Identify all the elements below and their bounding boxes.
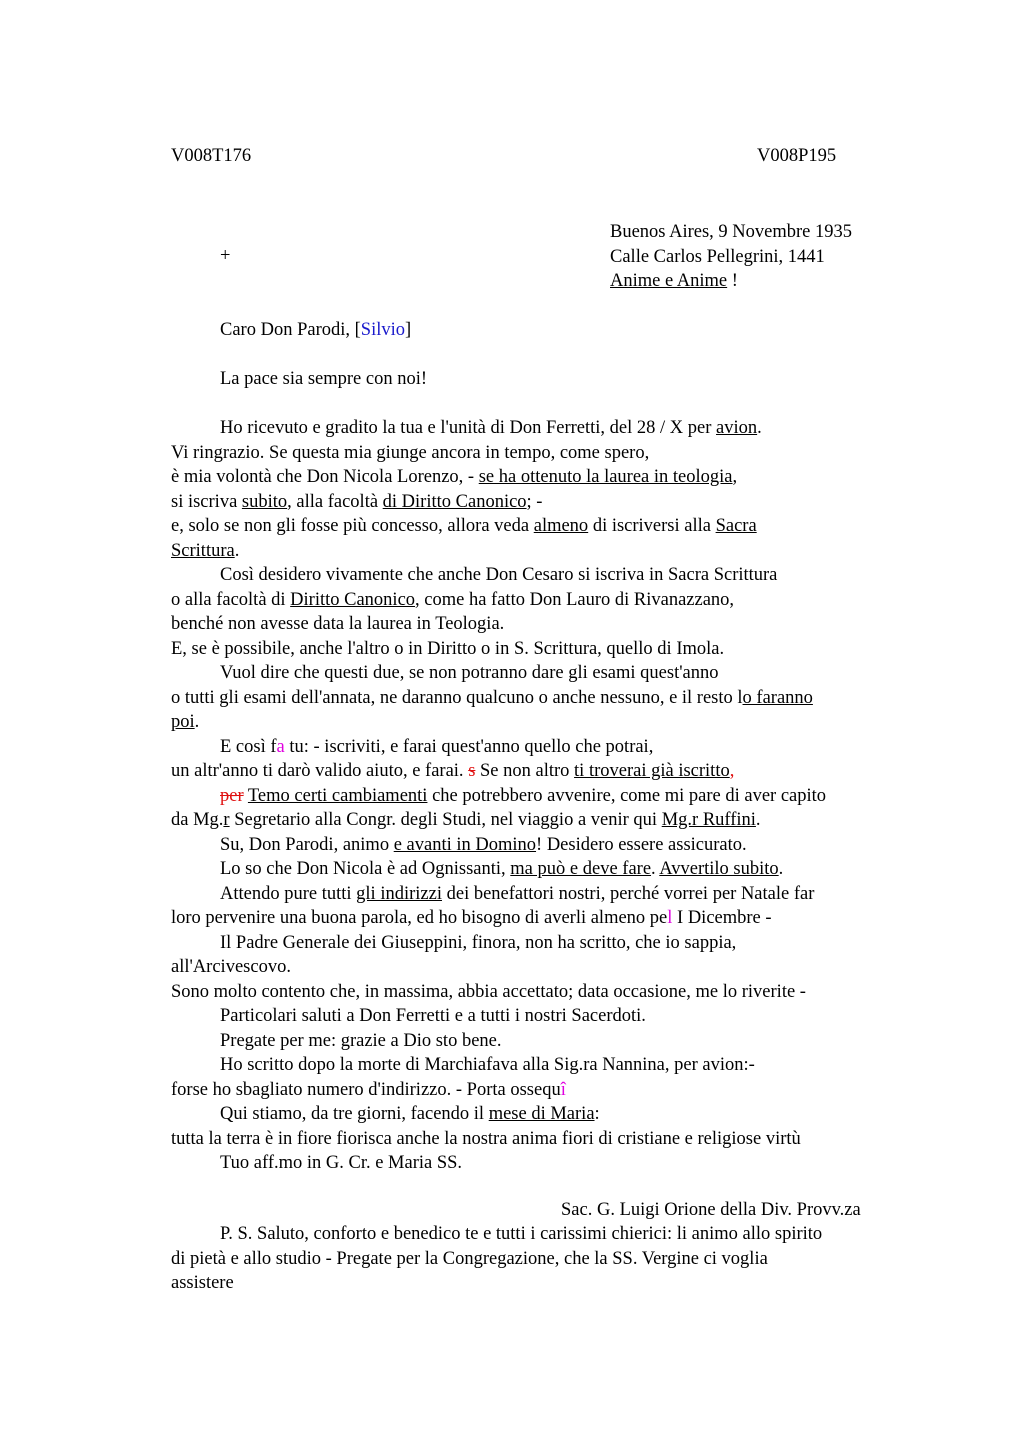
body-line: Ho ricevuto e gradito la tua e l'unità di Don Ferretti, del 28 / X per avion. <box>220 418 762 438</box>
body-line: o tutti gli esami dell'annata, ne daranno qualcuno o anche nessuno, e il resto lo faranno <box>171 687 813 708</box>
postscript <box>171 1222 931 1296</box>
deleted-text: per <box>220 785 244 806</box>
place-date-block <box>610 220 852 294</box>
body-line: Qui stiamo, da tre giorni, facendo il mese di Maria: <box>220 1104 600 1124</box>
body-line: è mia volontà che Don Nicola Lorenzo, - se ha ottenuto la laurea in teologia, <box>171 467 738 487</box>
body-line: per Temo certi cambiamenti che potrebbero avvenire, come mi pare di aver capito <box>220 785 827 806</box>
body-line: forse ho sbagliato numero d'indirizzo. - Porta ossequî <box>171 1079 566 1100</box>
body-line: all'Arcivescovo. <box>171 957 291 977</box>
signature: Sac. G. Luigi Orione della Div. Provv.za <box>561 1200 861 1220</box>
motto-text: Anime e Anime <box>610 271 728 291</box>
body-line: un altr'anno ti darò valido aiuto, e farai. s Se non altro ti troverai già iscritto, <box>171 761 735 781</box>
letter-body <box>171 416 931 1176</box>
body-line: Particolari saluti a Don Ferretti e a tutti i nostri Sacerdoti. <box>220 1006 646 1026</box>
motto-punct: ! <box>727 271 738 291</box>
closing-line: Tuo aff.mo in G. Cr. e Maria SS. <box>220 1153 463 1173</box>
body-line: E, se è possibile, anche l'altro o in Diritto o in S. Scrittura, quello di Imola. <box>171 638 725 659</box>
address-line: Calle Carlos Pellegrini, 1441 <box>610 246 825 267</box>
salutation <box>220 318 411 343</box>
body-line: Il Padre Generale dei Giuseppini, finora, non ha scritto, che io sappia, <box>220 932 737 953</box>
document-code-right: V008P195 <box>757 146 837 166</box>
body-line: Su, Don Parodi, animo e avanti in Domino! Desidero essere assicurato. <box>220 834 747 855</box>
postscript-line: P. S. Saluto, conforto e benedico te e tutti i carissimi chierici: li animo allo spirito <box>220 1224 823 1244</box>
body-line: Vi ringrazio. Se questa mia giunge ancora in tempo, come spero, <box>171 442 650 463</box>
body-line: benché non avesse data la laurea in Teologia. <box>171 614 505 634</box>
salutation-bracket: ] <box>405 320 412 340</box>
inserted-letter: î <box>560 1079 566 1100</box>
body-line: o alla facoltà di Diritto Canonico, come ha fatto Don Lauro di Rivanazzano, <box>171 589 735 610</box>
body-line: poi. <box>171 712 200 732</box>
body-line: Pregate per me: grazie a Dio sto bene. <box>220 1030 502 1051</box>
body-line: tutta la terra è in fiore fiorisca anche la nostra anima fiori di cristiane e religiose virtù <box>171 1128 801 1149</box>
inserted-letter: l <box>667 908 673 928</box>
body-line: si iscriva subito, alla facoltà di Diritto Canonico; - <box>171 491 543 512</box>
inserted-comma: , <box>729 761 735 781</box>
body-line: Così desidero vivamente che anche Don Cesaro si iscriva in Sacra Scrittura <box>220 565 778 585</box>
motto-line <box>610 269 852 294</box>
body-line: Ho scritto dopo la morte di Marchiafava alla Sig.ra Nannina, per avion:- <box>220 1055 755 1075</box>
inserted-letter: a <box>276 736 285 757</box>
body-line: Vuol dire che questi due, se non potranno dare gli esami quest'anno <box>220 663 719 683</box>
body-line: da Mg.r Segretario alla Congr. degli Studi, nel viaggio a venir qui Mg.r Ruffini. <box>171 810 761 830</box>
deleted-text: s <box>468 761 476 781</box>
postscript-line: assistere <box>171 1273 234 1293</box>
body-line: loro pervenire una buona parola, ed ho bisogno di averli almeno pel I Dicembre - <box>171 908 772 928</box>
salutation-name: Silvio <box>360 320 406 340</box>
body-line: Attendo pure tutti gli indirizzi dei benefattori nostri, perché vorrei per Natale far <box>220 883 815 904</box>
peace-greeting: La pace sia sempre con noi! <box>220 369 428 389</box>
body-line: E così fa tu: - iscriviti, e farai quest'anno quello che potrai, <box>220 736 654 757</box>
document-code-left: V008T176 <box>171 146 252 166</box>
body-line: Lo so che Don Nicola è ad Ognissanti, ma può e deve fare. Avvertilo subito. <box>220 859 784 879</box>
cross-mark: + <box>220 246 231 266</box>
body-line: e, solo se non gli fosse più concesso, allora veda almeno di iscriversi alla Sacra <box>171 516 757 536</box>
body-line: Scrittura. <box>171 540 240 561</box>
salutation-text: Caro Don Parodi, [ <box>220 320 361 340</box>
body-line: Sono molto contento che, in massima, abbia accettato; data occasione, me lo riverite - <box>171 981 806 1002</box>
place-date-line: Buenos Aires, 9 Novembre 1935 <box>610 222 853 242</box>
postscript-line: di pietà e allo studio - Pregate per la Congregazione, che la SS. Vergine ci voglia <box>171 1248 768 1269</box>
